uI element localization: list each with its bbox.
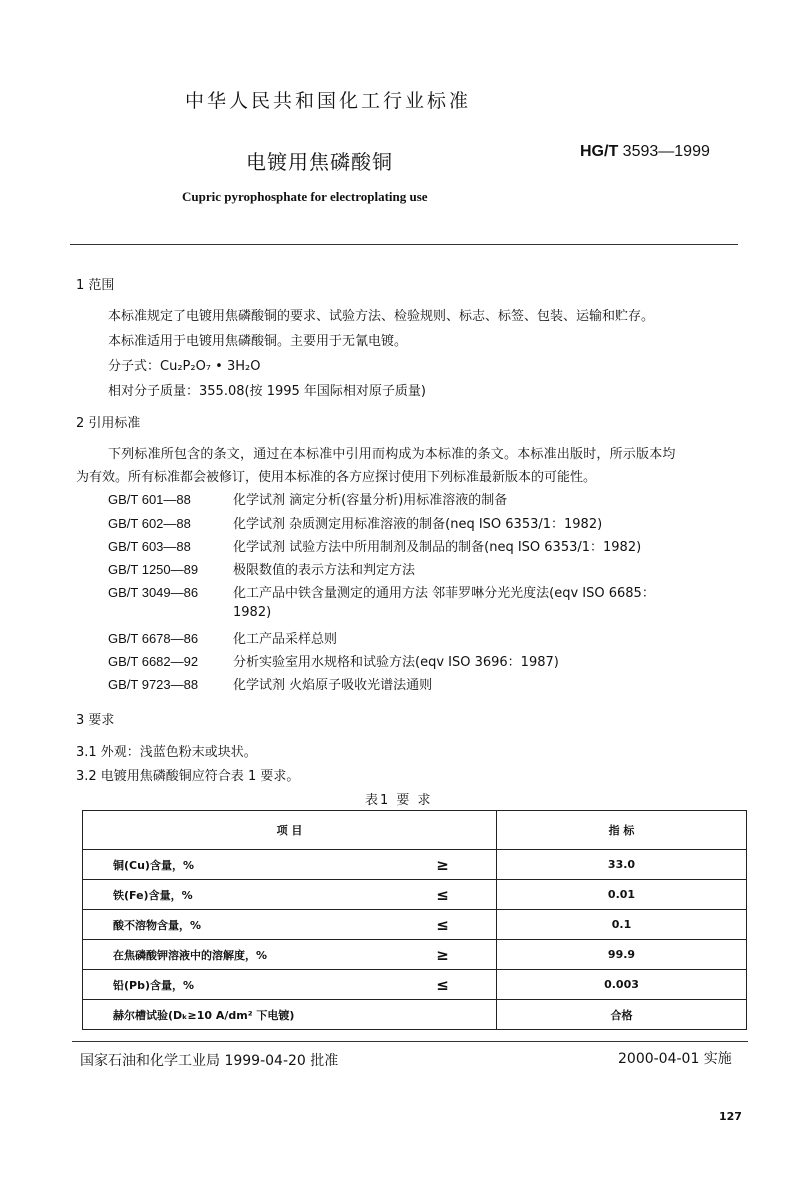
row-value: 合格	[497, 1000, 747, 1030]
row-name: 赫尔槽试验(Dₖ≥10 A/dm² 下电镀)	[83, 1000, 390, 1030]
row-name: 酸不溶物含量，%	[83, 910, 390, 940]
row-name: 铜(Cu)含量，%	[83, 850, 390, 880]
table-row	[83, 970, 747, 1000]
reference-code: GB/T 1250—89	[108, 562, 199, 577]
section1-line: 分子式：Cu₂P₂O₇ • 3H₂O	[108, 359, 261, 374]
row-value: 99.9	[497, 940, 747, 970]
table-row	[83, 850, 747, 880]
page-number: 127	[719, 1110, 742, 1123]
section3-heading: 3 要求	[76, 713, 115, 728]
reference-row	[108, 489, 507, 508]
row-value: 0.003	[497, 970, 747, 1000]
section1-heading: 1 范围	[76, 278, 115, 293]
reference-text: 化工产品采样总则	[233, 632, 338, 647]
reference-code: GB/T 6682—92	[108, 654, 199, 669]
reference-row	[108, 605, 271, 620]
section1-line: 本标准适用于电镀用焦磷酸铜。主要用于无氰电镀。	[108, 334, 408, 349]
table-row	[83, 910, 747, 940]
section1-line: 相对分子质量：355.08(按 1995 年国际相对原子质量)	[108, 384, 426, 399]
reference-row	[108, 674, 432, 693]
reference-text: 化工产品中铁含量测定的通用方法 邻菲罗啉分光光度法(eqv ISO 6685：	[233, 586, 655, 601]
row-operator: ≥	[389, 850, 497, 880]
row-name: 在焦磷酸钾溶液中的溶解度，%	[83, 940, 390, 970]
row-value: 33.0	[497, 850, 747, 880]
implementation-date: 2000-04-01 实施	[618, 1051, 732, 1067]
standard-organization: 中华人民共和国化工行业标准	[185, 90, 472, 112]
header-item: 项 目	[83, 811, 497, 850]
reference-row	[108, 651, 559, 670]
reference-code: GB/T 6678—86	[108, 631, 199, 646]
footer-divider	[72, 1041, 748, 1042]
reference-code: GB/T 601—88	[108, 492, 191, 507]
code-number: 3593—1999	[622, 143, 710, 160]
table-caption: 表1 要 求	[365, 793, 433, 808]
approval-note: 国家石油和化学工业局 1999-04-20 批准	[80, 1053, 339, 1069]
reference-row	[108, 582, 655, 601]
reference-text: 化学试剂 滴定分析(容量分析)用标准溶液的制备	[233, 493, 508, 508]
reference-code: GB/T 3049—86	[108, 585, 199, 600]
header-divider	[70, 244, 738, 245]
code-prefix: HG/T	[580, 143, 619, 160]
row-name: 铅(Pb)含量，%	[83, 970, 390, 1000]
section2-intro: 下列标准所包含的条文，通过在本标准中引用而构成为本标准的条文。本标准出版时，所示版本均	[108, 447, 676, 462]
requirements-table	[82, 810, 747, 1030]
reference-text: 1982)	[233, 605, 272, 620]
table-row	[83, 880, 747, 910]
section2-heading: 2 引用标准	[76, 416, 141, 431]
section2-intro: 为有效。所有标准都会被修订，使用本标准的各方应探讨使用下列标准最新版本的可能性。	[76, 470, 597, 485]
row-value: 0.1	[497, 910, 747, 940]
header-value: 指 标	[497, 811, 747, 850]
section1-line: 本标准规定了电镀用焦磷酸铜的要求、试验方法、检验规则、标志、标签、包装、运输和贮存。	[108, 309, 655, 324]
row-operator: ≥	[389, 940, 497, 970]
english-title: Cupric pyrophosphate for electroplating use	[182, 189, 428, 204]
standard-code	[580, 143, 710, 161]
row-operator	[389, 1000, 497, 1030]
row-operator: ≤	[389, 880, 497, 910]
row-operator: ≤	[389, 910, 497, 940]
reference-text: 化学试剂 火焰原子吸收光谱法通则	[233, 678, 433, 693]
table-row	[83, 940, 747, 970]
reference-text: 化学试剂 试验方法中所用制剂及制品的制备(neq ISO 6353/1：1982)	[233, 540, 642, 555]
reference-row	[108, 513, 602, 532]
row-operator: ≤	[389, 970, 497, 1000]
row-name: 铁(Fe)含量，%	[83, 880, 390, 910]
reference-row	[108, 536, 641, 555]
table-header-row	[83, 811, 747, 850]
reference-row	[108, 559, 415, 578]
row-value: 0.01	[497, 880, 747, 910]
reference-code: GB/T 9723—88	[108, 677, 199, 692]
reference-text: 极限数值的表示方法和判定方法	[233, 563, 416, 578]
reference-code: GB/T 603—88	[108, 539, 191, 554]
reference-row	[108, 628, 337, 647]
reference-code: GB/T 602—88	[108, 516, 191, 531]
section3-item: 3.1 外观：浅蓝色粉末或块状。	[76, 745, 257, 760]
table-row	[83, 1000, 747, 1030]
reference-text: 分析实验室用水规格和试验方法(eqv ISO 3696：1987)	[233, 655, 559, 670]
document-title: 电镀用焦磷酸铜	[246, 150, 393, 174]
section3-item: 3.2 电镀用焦磷酸铜应符合表 1 要求。	[76, 769, 300, 784]
reference-text: 化学试剂 杂质测定用标准溶液的制备(neq ISO 6353/1：1982)	[233, 517, 603, 532]
